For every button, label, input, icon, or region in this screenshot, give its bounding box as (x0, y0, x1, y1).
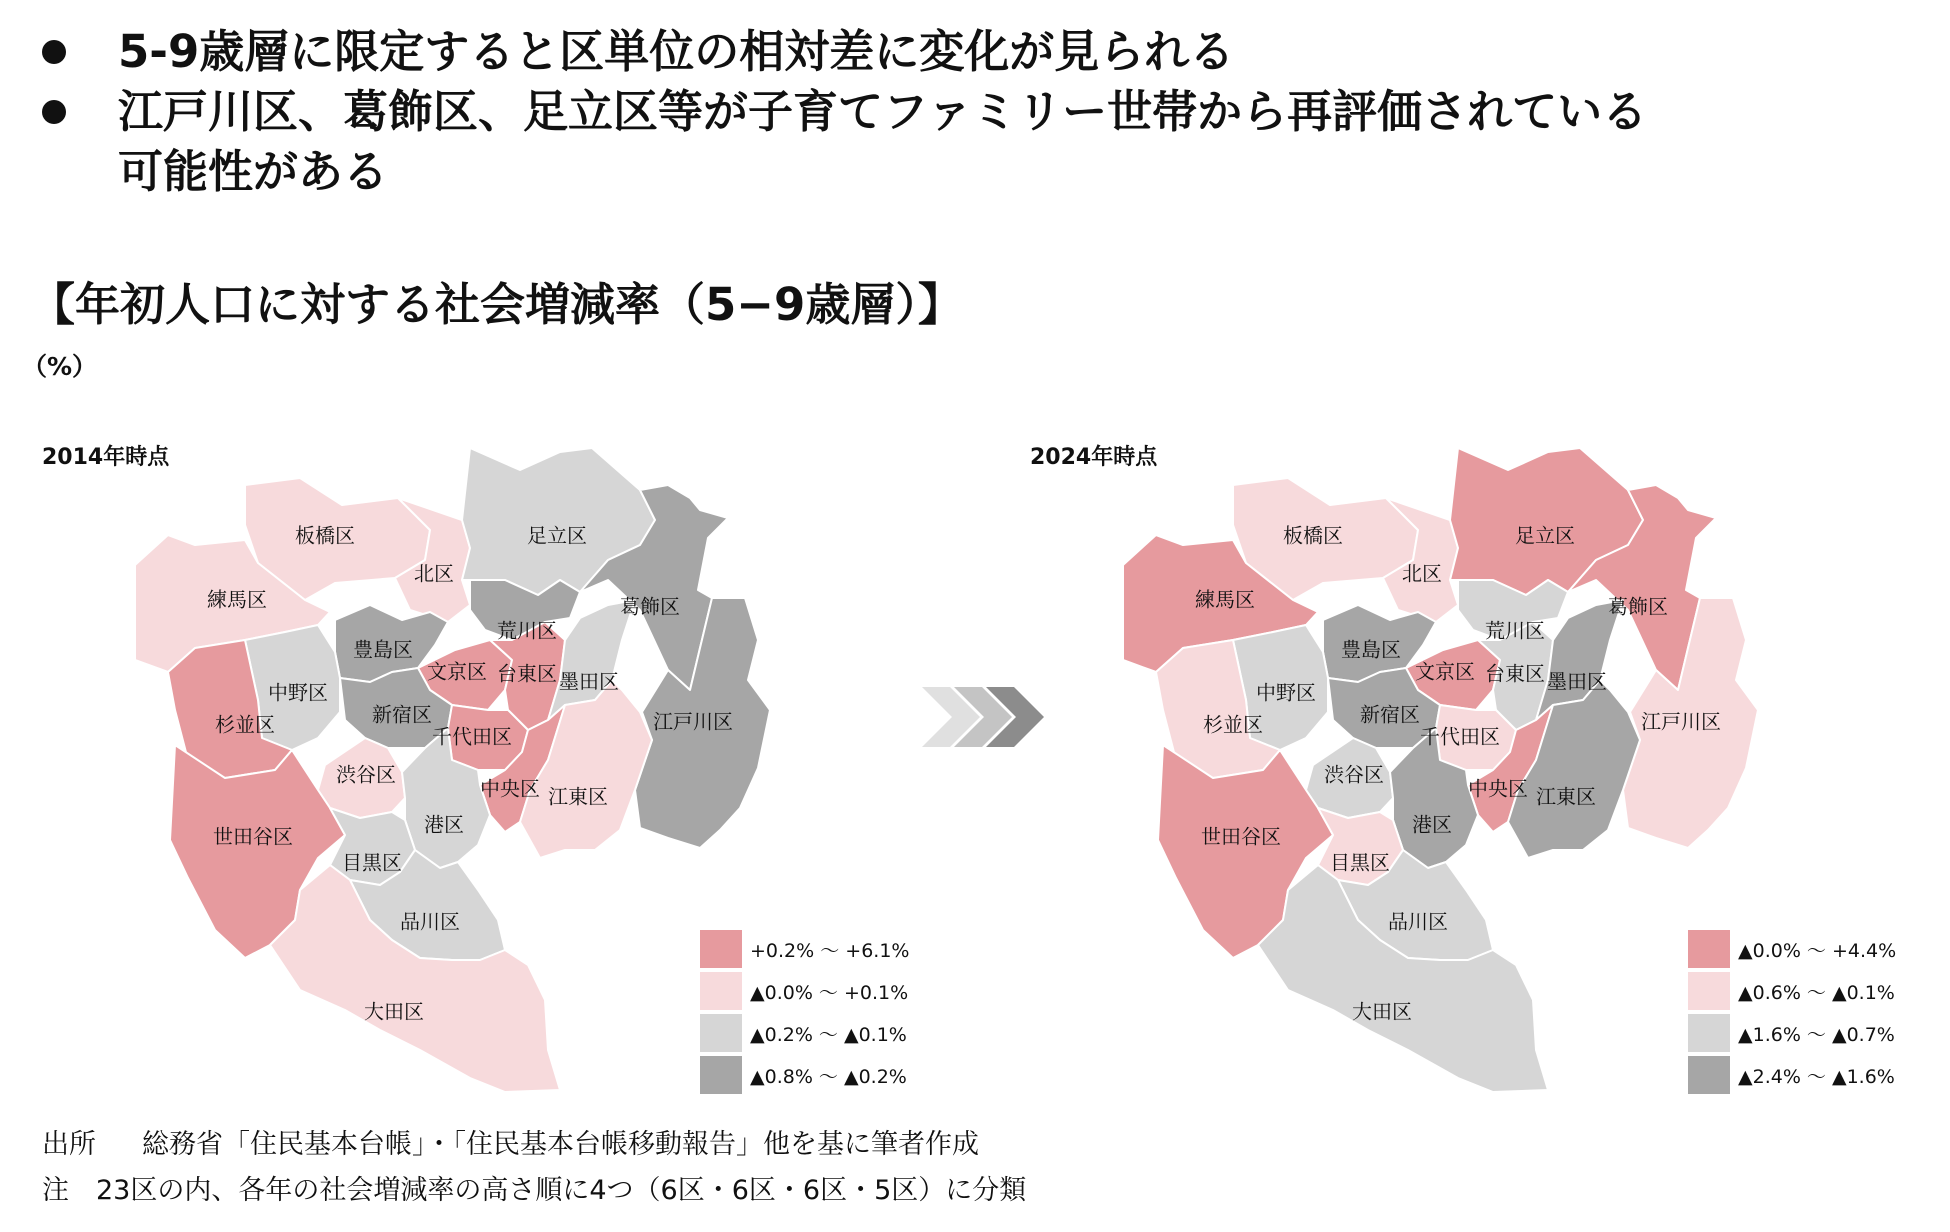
legend-swatch (1688, 1056, 1730, 1094)
ward-label: 中央区 (480, 776, 540, 801)
ward-label: 葛飾区 (620, 594, 680, 619)
ward-label: 北区 (414, 561, 454, 586)
ward-label: 千代田区 (432, 724, 512, 749)
ward-label: 練馬区 (1195, 587, 1255, 612)
ward-label: 港区 (1412, 812, 1452, 837)
legend-item: ▲1.6% 〜 ▲0.7% (1688, 1012, 1896, 1054)
legend-2014 (700, 928, 909, 1096)
legend-swatch (700, 1056, 742, 1094)
legend-item: ▲2.4% 〜 ▲1.6% (1688, 1054, 1896, 1096)
ward-label: 中央区 (1468, 776, 1528, 801)
ward-label: 渋谷区 (1324, 762, 1384, 787)
source-line: 出所 総務省「住民基本台帳」・「住民基本台帳移動報告」他を基に筆者作成 (42, 1129, 979, 1160)
legend-swatch (1688, 930, 1730, 968)
map-label-2014: 2014年時点 (42, 445, 170, 470)
ward-label: 台東区 (497, 661, 557, 686)
ward-label: 墨田区 (559, 669, 619, 694)
chevron-arrows-icon (922, 687, 1044, 747)
ward-label: 品川区 (400, 909, 460, 934)
ward-label: 世田谷区 (1201, 824, 1281, 849)
map-label-2024: 2024年時点 (1030, 445, 1158, 470)
ward-label: 目黒区 (1330, 850, 1390, 875)
legend-item: ▲0.0% 〜 +0.1% (700, 970, 909, 1012)
footer (42, 1122, 1026, 1214)
ward-label: 文京区 (427, 659, 487, 684)
ward-label: 中野区 (1256, 680, 1316, 705)
legend-swatch (700, 930, 742, 968)
ward-label: 豊島区 (1341, 637, 1401, 662)
ward-label: 板橋区 (1283, 523, 1343, 548)
legend-swatch (1688, 972, 1730, 1010)
ward-label: 江戸川区 (653, 709, 733, 734)
legend-item: +0.2% 〜 +6.1% (700, 928, 909, 970)
ward-label: 足立区 (1515, 523, 1575, 548)
legend-item: ▲0.0% 〜 +4.4% (1688, 928, 1896, 970)
ward-label: 杉並区 (1203, 712, 1263, 737)
ward-label: 足立区 (527, 523, 587, 548)
ward-label: 杉並区 (215, 712, 275, 737)
legend-swatch (700, 1014, 742, 1052)
legend-item: ▲0.8% 〜 ▲0.2% (700, 1054, 909, 1096)
ward-label: 江東区 (548, 784, 608, 809)
ward-label: 大田区 (364, 999, 424, 1024)
ward-label: 板橋区 (295, 523, 355, 548)
ward-label: 港区 (424, 812, 464, 837)
bullet-item: 江戸川区、葛飾区、足立区等が子育てファミリー世帯から再評価されている 可能性がある (38, 82, 1647, 202)
note-line: 注 23区の内、各年の社会増減率の高さ順に4つ（6区・6区・6区・5区）に分類 (42, 1175, 1027, 1206)
chart-title: 【年初人口に対する社会増減率（5−9歳層）】 (30, 278, 963, 331)
ward-label: 新宿区 (372, 702, 432, 727)
bullet-item: 5-9歳層に限定すると区単位の相対差に変化が見られる (38, 22, 1647, 82)
ward-label: 渋谷区 (336, 762, 396, 787)
ward-label: 台東区 (1485, 661, 1545, 686)
ward-label: 目黒区 (342, 850, 402, 875)
ward-label: 江東区 (1536, 784, 1596, 809)
unit-label: （%） (22, 352, 98, 381)
ward-label: 中野区 (268, 680, 328, 705)
ward-label: 新宿区 (1360, 702, 1420, 727)
map-2024 (1123, 448, 1758, 1092)
ward-label: 墨田区 (1547, 669, 1607, 694)
legend-2024 (1688, 928, 1896, 1096)
ward-label: 北区 (1402, 561, 1442, 586)
legend-item: ▲0.6% 〜 ▲0.1% (1688, 970, 1896, 1012)
ward-label: 練馬区 (207, 587, 267, 612)
ward-label: 荒川区 (497, 618, 557, 643)
legend-item: ▲0.2% 〜 ▲0.1% (700, 1012, 909, 1054)
ward-label: 大田区 (1352, 999, 1412, 1024)
ward-label: 荒川区 (1485, 618, 1545, 643)
legend-swatch (700, 972, 742, 1010)
ward-label: 江戸川区 (1641, 709, 1721, 734)
map-2014 (135, 448, 770, 1092)
legend-swatch (1688, 1014, 1730, 1052)
ward-label: 葛飾区 (1608, 594, 1668, 619)
ward-label: 品川区 (1388, 909, 1448, 934)
ward-label: 文京区 (1415, 659, 1475, 684)
ward-label: 豊島区 (353, 637, 413, 662)
ward-label: 千代田区 (1420, 724, 1500, 749)
ward-label: 世田谷区 (213, 824, 293, 849)
